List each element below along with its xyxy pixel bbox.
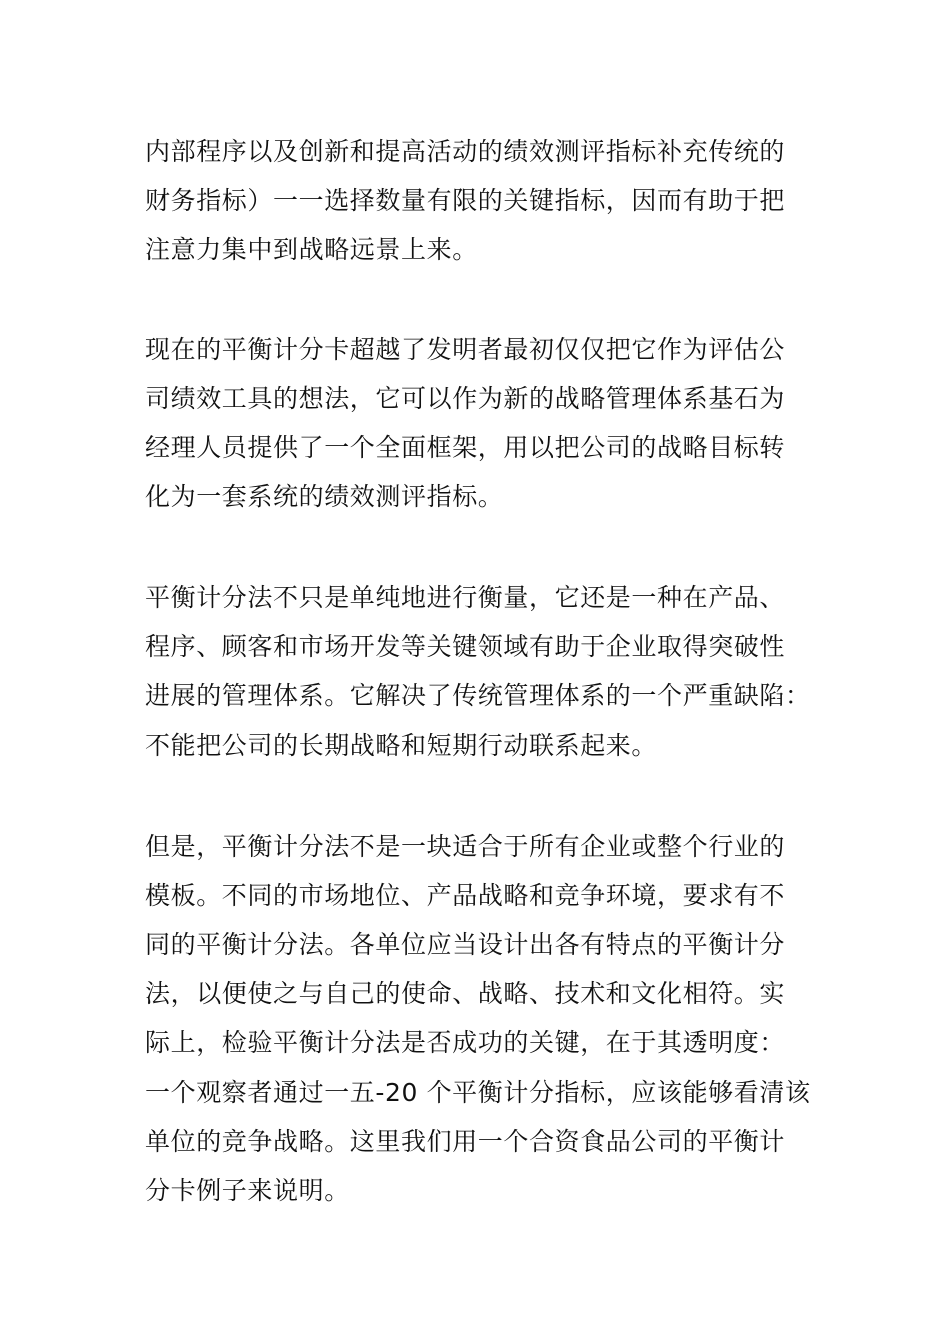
text-line: 分卡例子来说明。	[145, 1176, 350, 1205]
text-line: 现在的平衡计分卡超越了发明者最初仅仅把它作为评估公	[145, 335, 786, 364]
text-line: 司绩效工具的想法，它可以作为新的战略管理体系基石为	[145, 384, 786, 413]
text-line: 经理人员提供了一个全面框架，用以把公司的战略目标转	[145, 433, 786, 462]
text-line: 平衡计分法不只是单纯地进行衡量，它还是一种在产品、	[145, 583, 786, 612]
text-line: 进展的管理体系。它解决了传统管理体系的一个严重缺陷：	[145, 681, 811, 710]
text-line: 不能把公司的长期战略和短期行动联系起来。	[145, 731, 658, 760]
text-line: 同的平衡计分法。各单位应当设计出各有特点的平衡计分	[145, 930, 786, 959]
text-line: 注意力集中到战略远景上来。	[145, 235, 478, 264]
text-line: 内部程序以及创新和提高活动的绩效测评指标补充传统的	[145, 137, 786, 166]
text-line: 但是，平衡计分法不是一块适合于所有企业或整个行业的	[145, 832, 786, 861]
text-line: 法，以便使之与自己的使命、战略、技术和文化相符。实	[145, 979, 786, 1008]
text-line: 一个观察者通过一五-20 个平衡计分指标，应该能够看清该	[145, 1078, 811, 1107]
text-line: 化为一套系统的绩效测评指标。	[145, 482, 504, 511]
text-line: 单位的竞争战略。这里我们用一个合资食品公司的平衡计	[145, 1127, 786, 1156]
text-line: 程序、顾客和市场开发等关键领域有助于企业取得突破性	[145, 632, 786, 661]
text-line: 际上，检验平衡计分法是否成功的关键，在于其透明度：	[145, 1028, 786, 1057]
text-line: 财务指标）一一选择数量有限的关键指标，因而有助于把	[145, 186, 786, 215]
text-line: 模板。不同的市场地位、产品战略和竞争环境，要求有不	[145, 881, 786, 910]
